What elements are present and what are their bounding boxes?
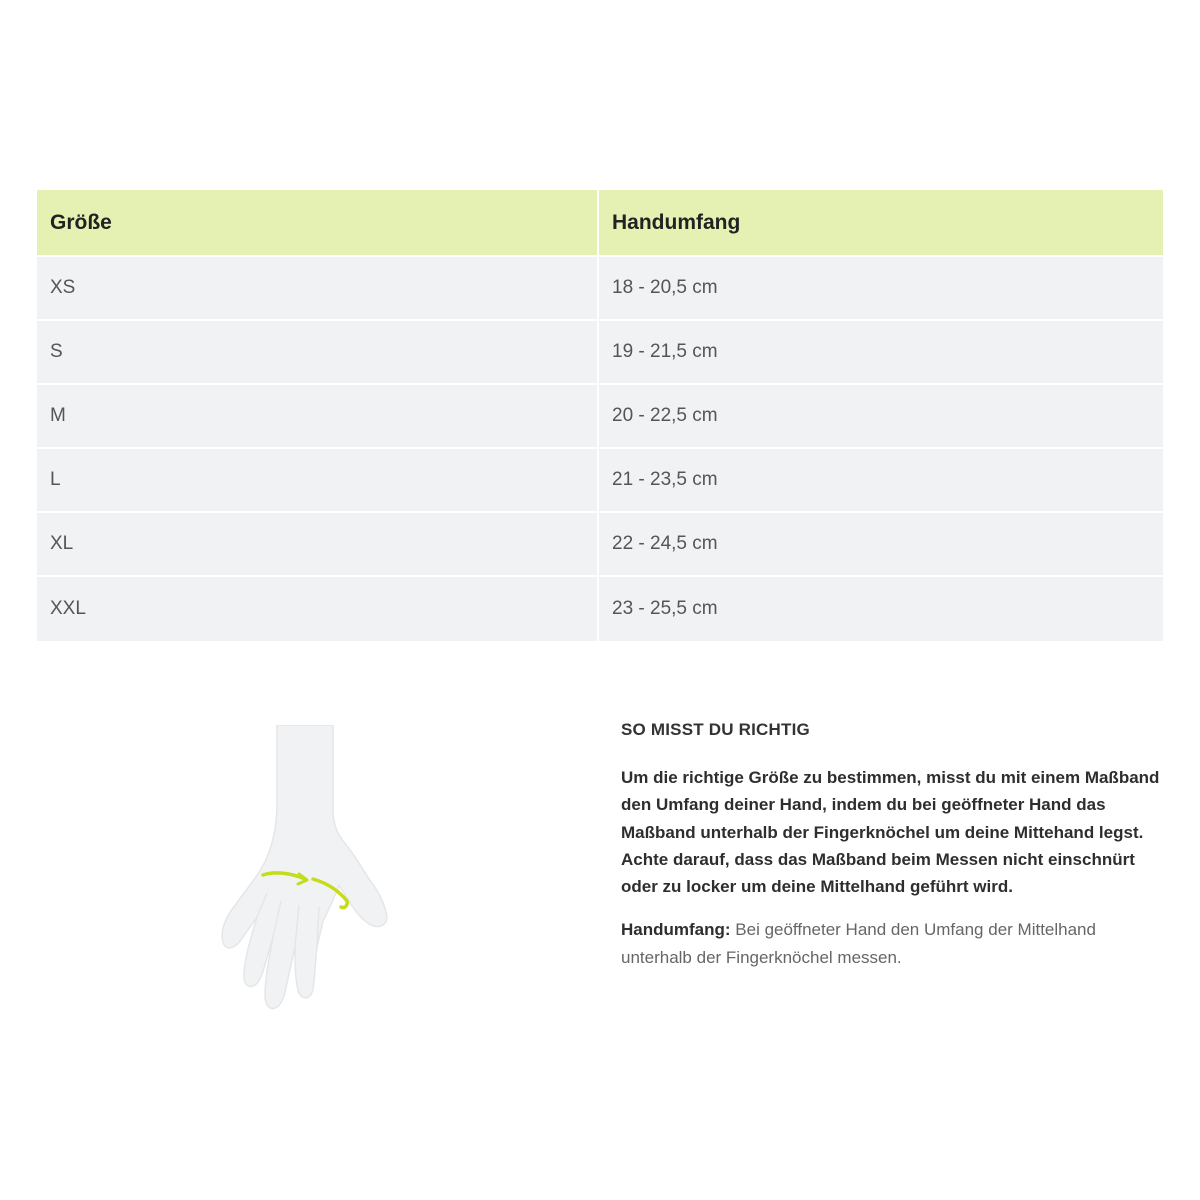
- note-text: Bei geöffneter Hand den Umfang der Mittelhand: [730, 920, 1096, 940]
- instructions-text: [621, 764, 1181, 900]
- note-label: Handumfang:: [621, 920, 731, 940]
- size-cell: XL: [37, 513, 599, 577]
- size-cell: S: [37, 321, 599, 385]
- instructions-line: Maßband unterhalb der Fingerknöchel um deine Mittehand legst.: [621, 822, 1144, 842]
- instructions-line: oder zu locker um deine Mittelhand geführt wird.: [621, 877, 1013, 897]
- hand-circumference-note: [621, 916, 1181, 971]
- range-cell: 19 - 21,5 cm: [599, 321, 1163, 385]
- instructions-line: Um die richtige Größe zu bestimmen, misst du mit einem Maßband: [621, 768, 1160, 787]
- table-header-row: [37, 190, 1163, 257]
- size-cell: XXL: [37, 577, 599, 641]
- instructions-line: den Umfang deiner Hand, indem du bei geöffneter Hand das: [621, 795, 1106, 815]
- instructions-title: SO MISST DU RICHTIG: [621, 720, 810, 739]
- table-row: [37, 513, 1163, 577]
- instructions-line: Achte darauf, dass das Maßband beim Messen nicht einschnürt: [621, 849, 1135, 869]
- header-size: Größe: [37, 190, 599, 257]
- table-row: [37, 257, 1163, 321]
- table-row: [37, 577, 1163, 641]
- range-cell: 21 - 23,5 cm: [599, 449, 1163, 513]
- size-cell: L: [37, 449, 599, 513]
- header-hand-circumference: Handumfang: [599, 190, 1163, 257]
- range-cell: 23 - 25,5 cm: [599, 577, 1163, 641]
- range-cell: 22 - 24,5 cm: [599, 513, 1163, 577]
- size-cell: M: [37, 385, 599, 449]
- range-cell: 20 - 22,5 cm: [599, 385, 1163, 449]
- size-cell: XS: [37, 257, 599, 321]
- note-line: [621, 916, 1181, 943]
- note-line: unterhalb der Fingerknöchel messen.: [621, 947, 902, 967]
- table-row: [37, 449, 1163, 513]
- measuring-instructions: [621, 718, 1181, 971]
- size-table: [37, 190, 1163, 641]
- table-row: [37, 321, 1163, 385]
- table-row: [37, 385, 1163, 449]
- hand-measure-icon: [215, 725, 400, 1015]
- range-cell: 18 - 20,5 cm: [599, 257, 1163, 321]
